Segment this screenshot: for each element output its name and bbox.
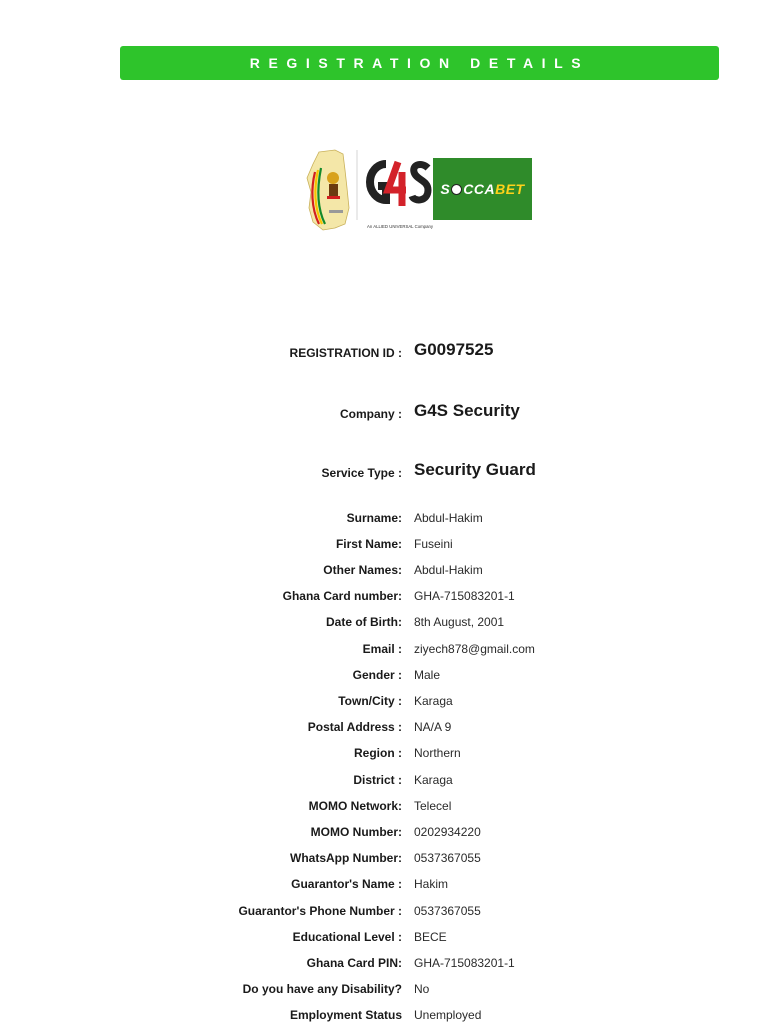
soccer-ball-icon [451,184,462,195]
field-value: 8th August, 2001 [414,615,505,629]
field-label: WhatsApp Number: [290,851,402,865]
field-label: MOMO Number: [310,825,402,839]
field-value: Male [414,668,441,682]
field-label: MOMO Network: [308,799,402,813]
service-type-value: Security Guard [414,460,536,479]
soccabet-logo [433,158,532,220]
field-label: Gender : [352,668,402,682]
field-label: First Name: [335,537,402,551]
field-value: BECE [414,930,447,944]
field-label: Do you have any Disability? [242,982,402,996]
company-value: G4S Security [414,401,520,420]
field-value: Abdul-Hakim [414,563,483,577]
ghana-map-logo [305,148,353,232]
page-title: REGISTRATION DETAILS [249,55,590,71]
field-label: Guarantor's Name : [291,877,402,891]
field-value: NA/A 9 [414,720,452,734]
field-value: 0537367055 [414,904,481,918]
company-label: Company : [339,407,402,421]
logo-strip [305,148,533,234]
header-bar [120,46,719,80]
registration-id-label: REGISTRATION ID : [289,346,402,360]
field-value: 0537367055 [414,851,481,865]
field-label: Postal Address : [307,720,402,734]
g4s-logo [356,150,432,232]
field-value: Northern [414,746,461,760]
field-label: Ghana Card PIN: [306,956,402,970]
field-value: ziyech878@gmail.com [414,642,535,656]
registration-id-value: G0097525 [414,340,494,359]
field-value: No [414,982,430,996]
field-value: 0202934220 [414,825,481,839]
soccabet-wordmark: S CCABET [440,181,525,197]
g4s-caption: An ALLIED UNIVERSAL Company [367,224,433,229]
field-value: Karaga [414,694,453,708]
field-value: Hakim [414,877,449,891]
field-label: Email : [362,642,402,656]
field-label: Guarantor's Phone Number : [238,904,402,918]
field-value: Karaga [414,773,453,787]
field-label: Educational Level : [292,930,402,944]
field-value: Abdul-Hakim [414,511,483,525]
field-label: Region : [354,746,402,760]
field-label: Ghana Card number: [282,589,402,603]
field-value: GHA-715083201-1 [414,589,515,603]
field-value: GHA-715083201-1 [414,956,515,970]
g4s-mark [356,150,432,220]
field-label: Employment Status [289,1008,402,1022]
field-label: Other Names: [323,563,402,577]
field-value: Unemployed [414,1008,482,1022]
field-label: Surname: [346,511,402,525]
field-label: Town/City : [338,694,402,708]
field-value: Telecel [414,799,452,813]
field-value: Fuseini [414,537,453,551]
field-label: District : [353,773,402,787]
service-type-label: Service Type : [321,466,402,480]
field-label: Date of Birth: [326,615,402,629]
